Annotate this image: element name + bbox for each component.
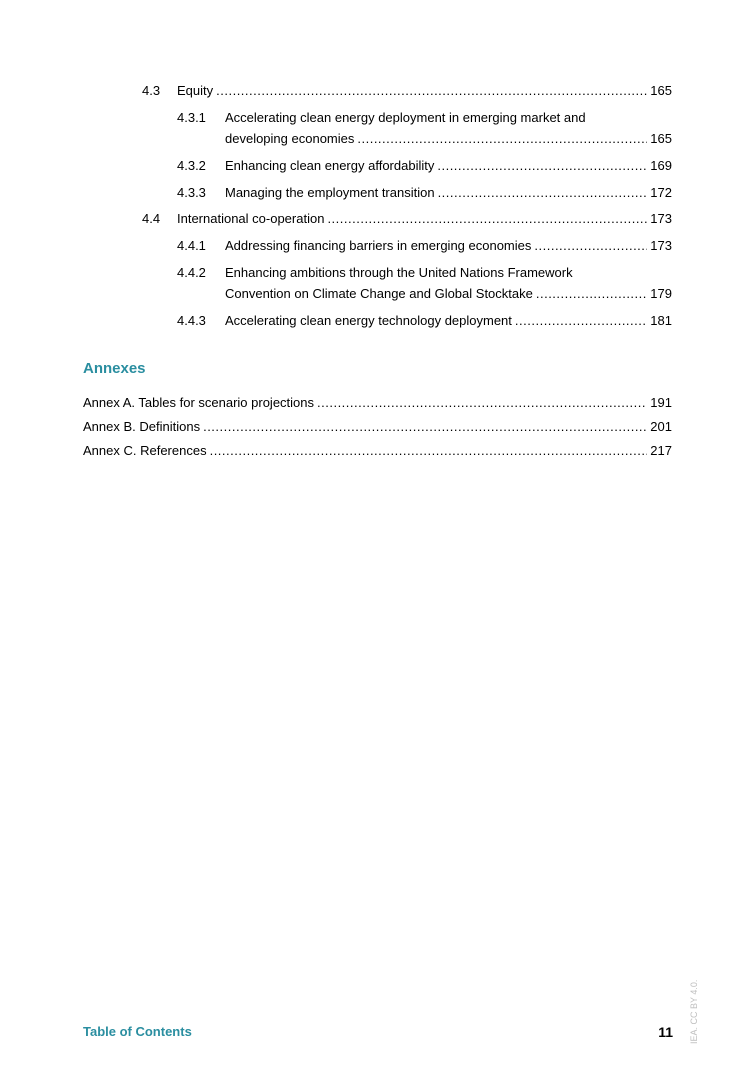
entry-title: Managing the employment transition [225, 185, 435, 200]
toc-entry-4-4-2[interactable] [225, 283, 672, 304]
license-notice: IEA. CC BY 4.0. [689, 979, 699, 1044]
toc-entry-annex-a[interactable] [83, 392, 672, 413]
toc-entry-4-3-1[interactable] [225, 128, 672, 149]
page-number: 201 [650, 419, 672, 434]
page-number: 191 [650, 395, 672, 410]
toc-entry-annex-c[interactable] [83, 440, 672, 461]
entry-title-line1[interactable]: Accelerating clean energy deployment in emerging market and [225, 110, 586, 125]
page-number: 217 [650, 443, 672, 458]
page-number: 173 [650, 238, 672, 253]
dot-leader [203, 416, 647, 437]
entry-title-line2: developing economies [225, 131, 355, 146]
dot-leader [357, 128, 647, 149]
section-number: 4.4 [142, 211, 161, 226]
toc-entry-4-4-3[interactable] [177, 310, 672, 331]
section-number: 4.4.1 [177, 238, 206, 253]
section-number: 4.4.3 [177, 313, 206, 328]
entry-title: Accelerating clean energy technology deployment [225, 313, 512, 328]
entry-title-line2: Convention on Climate Change and Global Stocktake [225, 286, 533, 301]
page-number: 165 [650, 83, 672, 98]
annexes-heading: Annexes [83, 360, 146, 377]
section-number: 4.3 [142, 83, 161, 98]
toc-entry-4-3-3[interactable] [177, 182, 672, 203]
dot-leader [515, 310, 647, 331]
page-number: 172 [650, 185, 672, 200]
entry-title: Annex B. Definitions [83, 419, 201, 434]
dot-leader [534, 235, 647, 256]
dot-leader [216, 80, 647, 101]
toc-entry-annex-b[interactable] [83, 416, 672, 437]
footer-section-title: Table of Contents [83, 1024, 192, 1039]
section-number: 4.3.3 [177, 185, 206, 200]
entry-title: Addressing financing barriers in emerging economies [225, 238, 532, 253]
dot-leader [536, 283, 647, 304]
entry-title: Equity [177, 83, 214, 98]
dot-leader [438, 182, 648, 203]
entry-title: Enhancing clean energy affordability [225, 158, 435, 173]
entry-title: International co-operation [177, 211, 325, 226]
toc-entry-4-4-1[interactable] [177, 235, 672, 256]
page-number: 181 [650, 313, 672, 328]
page-number: 179 [650, 286, 672, 301]
dot-leader [327, 208, 647, 229]
section-number: 4.3.2 [177, 158, 206, 173]
toc-entry-4-4[interactable] [142, 208, 672, 229]
page-number: 169 [650, 158, 672, 173]
entry-title: Annex C. References [83, 443, 207, 458]
footer-page-number: 11 [658, 1024, 673, 1040]
dot-leader [210, 440, 648, 461]
page-number: 173 [650, 211, 672, 226]
section-number: 4.3.1 [177, 110, 206, 125]
entry-title: Annex A. Tables for scenario projections [83, 395, 315, 410]
entry-title-line1[interactable]: Enhancing ambitions through the United Nations Framework [225, 265, 573, 280]
toc-entry-4-3[interactable] [142, 80, 672, 101]
dot-leader [317, 392, 647, 413]
page-number: 165 [650, 131, 672, 146]
toc-entry-4-3-2[interactable] [177, 155, 672, 176]
dot-leader [437, 155, 647, 176]
section-number: 4.4.2 [177, 265, 206, 280]
